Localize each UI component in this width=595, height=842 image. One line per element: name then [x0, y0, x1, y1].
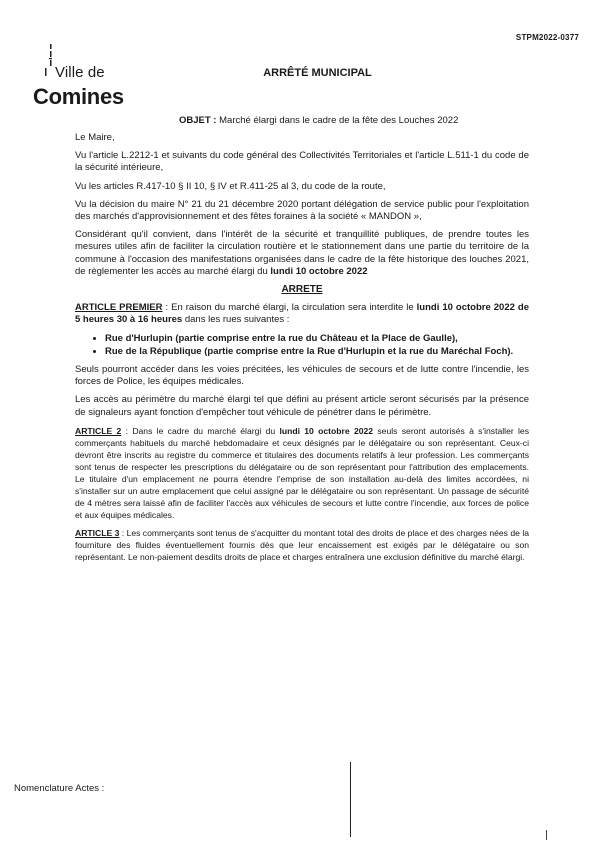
list-item: • Rue d'Hurlupin (partie comprise entre la rue du Château et la Place de Gaulle), [105, 333, 529, 345]
article-3-label: ARTICLE 3 [75, 527, 120, 538]
considerant-date: lundi 10 octobre 2022 [270, 265, 368, 277]
le-maire: Le Maire, [75, 132, 115, 143]
logo-ville-text: Ville de [55, 64, 105, 81]
seuls-paragraph: Seuls pourront accéder dans les voies précitées, les véhicules de secours et de lutte contre l'incendie, les forces de Police, les équipes médicales. [75, 364, 529, 388]
article-1-label: ARTICLE PREMIER [75, 302, 163, 314]
article-1-date: lundi 10 octobre 2022 de 5 heures 30 à 16 heures [75, 302, 529, 326]
arrete-heading: ARRETE [281, 284, 323, 296]
article-1 [75, 302, 529, 326]
article-2-text-a: : Dans le cadre du marché élargi du [121, 425, 280, 436]
vu-paragraph-1: Vu l'article L.2212-1 et suivants du code général des Collectivités Territoriales et l'article L.511-1 du code de la sécurité intérieure, [75, 150, 529, 174]
considerant-text: Considérant qu'il convient, dans l'intérêt de la sécurité et tranquillité publiques, de prendre toutes les mesures utiles afin de faciliter la circulation routière et le stationnement dans une partie du territoire de la commune à l'occasion des manifestations organisées dans le cadre de la fête historique des louches 2021, de règlementer les accès au marché élargi du [75, 229, 529, 277]
article-2 [75, 425, 529, 521]
reference-number: STPM2022-0377 [515, 33, 579, 42]
article-1-text-a: : En raison du marché élargi, la circulation sera interdite le [162, 302, 417, 314]
logo-comines-text: Comines [33, 84, 124, 109]
vu-paragraph-3: Vu la décision du maire N° 21 du 21 décembre 2020 portant délégation de service public pour l'exploitation des marchés d'approvisionnement et des fêtes foraines à la société « MANDON », [75, 198, 529, 223]
page-title: ARRÊTÉ MUNICIPAL [263, 67, 372, 79]
article-3-text: : Les commerçants sont tenus de s'acquitter du montant total des droits de place et des charges nées de la fourniture des fluides éventuellement fournis dès que leur encaissement est exigés par le délégataire ou son représentant. Le non-paiement desdits droits de place et charges entraînera une exclusion définitive du marché élargi. [75, 527, 530, 562]
bottom-mark [546, 830, 547, 840]
nomenclature-label: Nomenclature Actes : [14, 783, 105, 794]
list-item: • Rue de la République (partie comprise entre la Rue d'Hurlupin et la rue du Maréchal Foch). [105, 346, 529, 358]
objet-line [179, 115, 458, 126]
article-2-text-c: seuls seront autorisés à s'installer les commerçants habituels du marché hebdomadaire et ceux désignés par le délégataire ou son représentant. Ceux-ci devront être inscrits au registre du commerce et titulaires des documents relatifs à leur profession. Les commerçants sont tenus de respecter les prescriptions du délégataire ou de son représentant pour l'attribution des emplacements. Le titulaire d'un emplacement ne pourra étendre l'emprise de son installation au-delà des limites accordées, ni s'installer sur un autre emplacement que celui assigné par le délégataire ou son représentant. Un passage de sécurité de 4 mètres sera laissé afin de faciliter l'accès aux véhicules de secours et lutte contre l'incendie, aux forces de police et aux équipes médicales. [75, 425, 530, 520]
street-list [75, 333, 529, 358]
objet-label: OBJET : [179, 115, 217, 126]
article-2-date: lundi 10 octobre 2022 [279, 425, 374, 436]
acces-paragraph: Les accès au périmètre du marché élargi tel que défini au présent article seront sécurisés par la présence de signaleurs ayant fonction d'empêcher tout véhicule de pénétrer dans le périmètre. [75, 394, 529, 418]
article-3 [75, 527, 529, 563]
article-2-label: ARTICLE 2 [75, 425, 122, 436]
signature-divider [350, 762, 351, 837]
objet-text: Marché élargi dans le cadre de la fête des Louches 2022 [216, 115, 459, 126]
article-1-text-c: dans les rues suivantes : [182, 314, 290, 326]
document-body [75, 132, 529, 569]
considerant-paragraph [75, 229, 529, 278]
vu-paragraph-2: Vu les articles R.417-10 § II 10, § IV et R.411-25 al 3, du code de la route, [75, 180, 386, 192]
